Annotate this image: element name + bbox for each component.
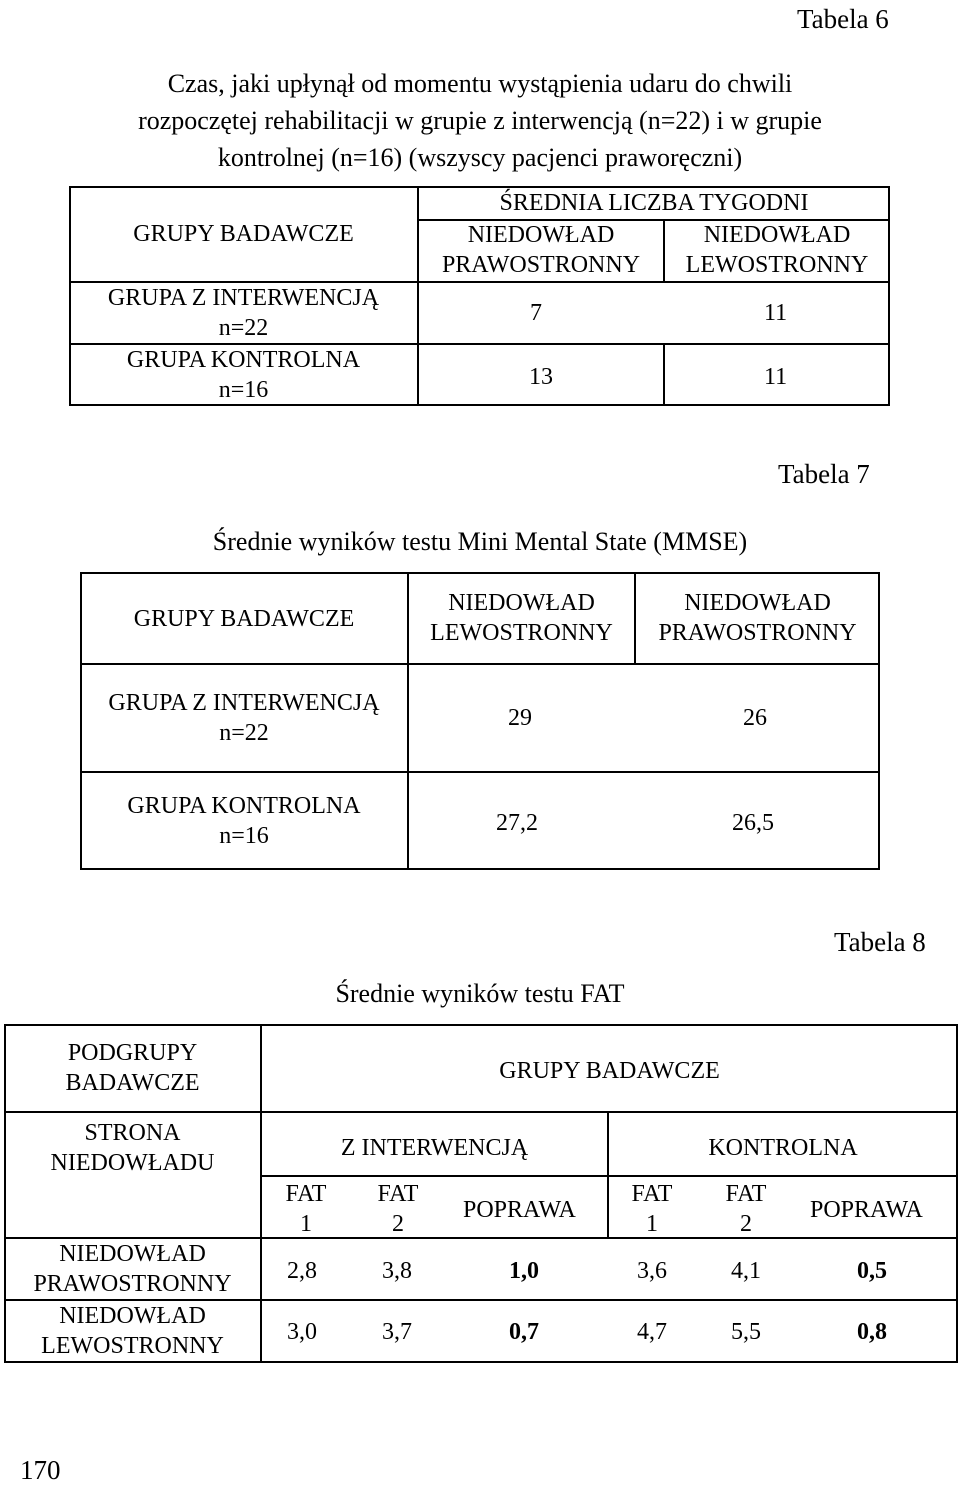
table7-cell: 27,2	[496, 810, 538, 836]
table6-cell: 13	[529, 364, 553, 390]
header-line: LEWOSTRONNY	[430, 620, 613, 646]
table6-row-label	[69, 345, 418, 405]
table7-cell: 26	[743, 705, 767, 731]
row-label-line: GRUPA KONTROLNA	[127, 793, 361, 819]
table7	[80, 572, 880, 870]
header-line: NIEDOWŁAD	[467, 222, 615, 248]
table8-cell: 3,0	[287, 1319, 317, 1345]
header-line: STRONA	[84, 1120, 181, 1146]
table7-cell: 26,5	[732, 810, 774, 836]
table6-title-line: Czas, jaki upłynął od momentu wystąpienia udaru do chwili	[167, 69, 793, 98]
table8-cell: 4,1	[731, 1258, 761, 1284]
table6-title	[40, 65, 920, 176]
table8-cell: 3,7	[382, 1319, 412, 1345]
row-label-line: NIEDOWŁAD	[59, 1303, 206, 1329]
table8-subgroups-header	[4, 1038, 261, 1098]
header-line: NIEDOWŁAD	[684, 590, 831, 616]
row-label-line: n=22	[219, 720, 269, 746]
header-line: 2	[740, 1211, 752, 1237]
table7-cell: 29	[508, 705, 532, 731]
table8-cell-poprawa: 0,5	[857, 1258, 887, 1284]
table8-number: Tabela 8	[834, 927, 926, 957]
header-line: PODGRUPY	[67, 1040, 198, 1066]
table6-title-line: kontrolnej (n=16) (wszyscy pacjenci praworęczni)	[217, 143, 743, 172]
row-label-line: NIEDOWŁAD	[59, 1241, 206, 1267]
table8-cell: 5,5	[731, 1319, 761, 1345]
header-line: FAT	[631, 1181, 673, 1207]
page-number: 170	[20, 1455, 61, 1485]
table8-fat1-header	[276, 1179, 336, 1239]
table7-group-header: GRUPY BADAWCZE	[133, 606, 355, 632]
header-line: FAT	[285, 1181, 327, 1207]
header-line: PRAWOSTRONNY	[441, 252, 641, 278]
header-line: 1	[300, 1211, 312, 1237]
row-label-line: n=16	[218, 377, 269, 403]
table6-row-label	[69, 283, 418, 343]
row-label-line: PRAWOSTRONNY	[33, 1271, 232, 1297]
table8-group1-header: Z INTERWENCJĄ	[340, 1135, 529, 1161]
table8-fat2-header	[716, 1179, 776, 1239]
table8-row-label	[4, 1239, 261, 1299]
table8-cell: 4,7	[637, 1319, 667, 1345]
header-line: FAT	[377, 1181, 419, 1207]
table6	[69, 186, 890, 406]
table7-row-label	[80, 688, 408, 748]
header-line: 1	[646, 1211, 658, 1237]
row-label-line: n=16	[219, 823, 269, 849]
table8-poprawa-header: POPRAWA	[810, 1197, 923, 1223]
table8-groups-header: GRUPY BADAWCZE	[499, 1058, 720, 1084]
table7-col1-header	[408, 588, 635, 648]
table7-col2-header	[635, 588, 880, 648]
header-line: LEWOSTRONNY	[685, 252, 869, 278]
table8-poprawa-header: POPRAWA	[463, 1197, 576, 1223]
table8-group2-header: KONTROLNA	[708, 1135, 858, 1161]
table6-number: Tabela 6	[797, 4, 889, 34]
table6-cell: 11	[764, 300, 788, 326]
header-line: NIEDOWŁAD	[703, 222, 851, 248]
table8-cell: 3,8	[382, 1258, 412, 1284]
table7-number: Tabela 7	[778, 459, 870, 489]
table6-col1-header	[418, 220, 664, 280]
table7-title: Średnie wyników testu Mini Mental State (MMSE)	[212, 527, 748, 556]
row-label-line: GRUPA KONTROLNA	[126, 347, 361, 373]
table8-cell: 2,8	[287, 1258, 317, 1284]
table8-fat1-header	[622, 1179, 682, 1239]
header-line: NIEDOWŁAD	[448, 590, 595, 616]
table8-cell-poprawa: 0,7	[509, 1319, 539, 1345]
table8-side-header	[4, 1118, 261, 1178]
header-line: FAT	[725, 1181, 767, 1207]
header-line: NIEDOWŁADU	[50, 1150, 215, 1176]
table8-cell: 3,6	[637, 1258, 667, 1284]
row-label-line: GRUPA Z INTERWENCJĄ	[107, 285, 380, 311]
row-label-line: GRUPA Z INTERWENCJĄ	[108, 690, 380, 716]
table8	[4, 1024, 958, 1364]
table8-title: Średnie wyników testu FAT	[335, 979, 625, 1008]
table6-cell: 7	[530, 300, 542, 326]
table6-measure-header: ŚREDNIA LICZBA TYGODNI	[499, 190, 809, 216]
table6-col2-header	[664, 220, 890, 280]
table8-row-label	[4, 1301, 261, 1361]
header-line: BADAWCZE	[65, 1070, 200, 1096]
table7-row-label	[80, 791, 408, 851]
header-line: 2	[392, 1211, 404, 1237]
table6-group-header: GRUPY BADAWCZE	[133, 221, 354, 247]
row-label-line: n=22	[218, 315, 269, 341]
table8-fat2-header	[368, 1179, 428, 1239]
table8-cell-poprawa: 1,0	[509, 1258, 539, 1284]
table6-title-line: rozpoczętej rehabilitacji w grupie z interwencją (n=22) i w grupie	[138, 106, 822, 135]
header-line: PRAWOSTRONNY	[658, 620, 857, 646]
table8-cell-poprawa: 0,8	[857, 1319, 887, 1345]
row-label-line: LEWOSTRONNY	[41, 1333, 224, 1359]
table6-cell: 11	[764, 364, 788, 390]
